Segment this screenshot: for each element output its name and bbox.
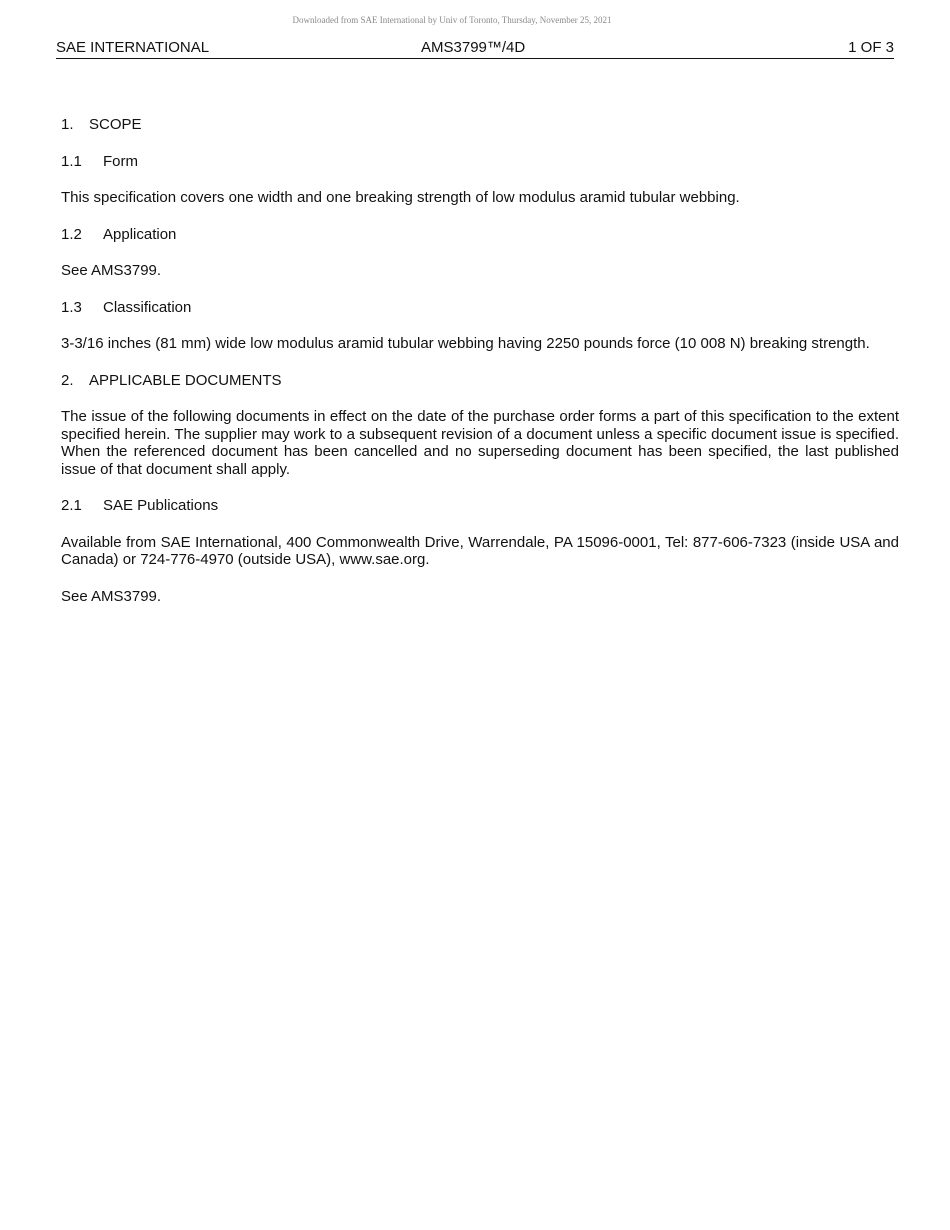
running-header [56, 38, 894, 59]
section-number: 1. [61, 116, 74, 133]
section-title: Application [103, 225, 177, 243]
section-heading-scope [61, 116, 899, 134]
section-heading-form [61, 153, 899, 171]
section-title: APPLICABLE DOCUMENTS [89, 371, 282, 389]
section-number: 2.1 [61, 497, 82, 514]
sae-publications-paragraph: Available from SAE International, 400 Commonwealth Drive, Warrendale, PA 15096-0001, Tel: 877-606-7323 (inside USA and Canada) or 724-776-4970 (outside USA), www.sae.org. [61, 533, 899, 568]
form-paragraph: This specification covers one width and one breaking strength of low modulus aramid tubular webbing. [61, 189, 740, 206]
section-number: 1.2 [61, 225, 82, 243]
document-number: AMS3799™/4D [421, 39, 526, 56]
section-title: SCOPE [89, 116, 142, 133]
section-number: 2. [61, 371, 74, 389]
section-heading-application [61, 226, 899, 244]
document-body [61, 116, 899, 624]
section-title: Classification [103, 298, 192, 316]
applicable-documents-paragraph: The issue of the following documents in effect on the date of the purchase order forms a part of this specification to the extent specified herein. The supplier may work to a subsequent revision of a document unless a specific document issue is specified. When the referenced document has been cancelled and no superseding document has been specified, the last published issue of that document shall apply. [61, 408, 899, 478]
section-title: Form [103, 152, 138, 170]
sae-publications-reference: See AMS3799. [61, 587, 162, 605]
section-heading-applicable-documents [61, 372, 899, 390]
section-title: SAE Publications [103, 497, 219, 514]
download-watermark: Downloaded from SAE International by Univ of Toronto, Thursday, November 25, 2021 [292, 15, 612, 25]
section-heading-sae-publications [61, 497, 899, 515]
application-paragraph: See AMS3799. [61, 262, 162, 279]
section-number: 1.3 [61, 298, 82, 316]
section-number: 1.1 [61, 152, 82, 170]
page-indicator: 1 OF 3 [848, 39, 894, 56]
classification-paragraph: 3-3/16 inches (81 mm) wide low modulus aramid tubular webbing having 2250 pounds force (10 008 N) breaking strength. [61, 335, 870, 352]
section-heading-classification [61, 299, 899, 317]
publisher-name: SAE INTERNATIONAL [56, 39, 210, 56]
